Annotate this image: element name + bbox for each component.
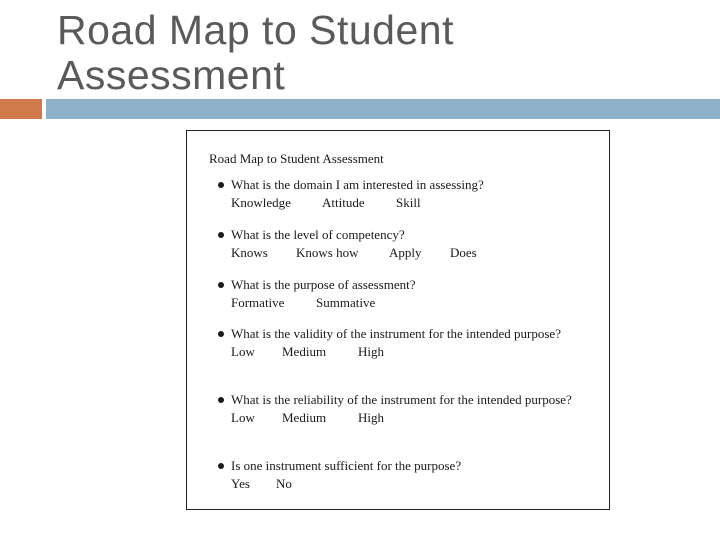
question-item-domain	[231, 177, 587, 212]
option-label: High	[358, 409, 384, 425]
question-item-sufficiency	[231, 458, 587, 493]
slide-title-line-1: Road Map to Student	[57, 7, 454, 53]
question-text: Is one instrument sufficient for the purpose?	[231, 458, 462, 473]
bullet-icon	[218, 232, 224, 238]
accent-bar-orange	[0, 99, 42, 119]
option-label: Skill	[396, 194, 421, 210]
option-row	[231, 195, 587, 212]
option-label: Low	[231, 343, 255, 359]
bullet-icon	[218, 282, 224, 288]
option-label: Low	[231, 409, 255, 425]
option-label: Summative	[316, 294, 376, 310]
document-title: Road Map to Student Assessment	[209, 151, 384, 166]
question-item-competency	[231, 227, 587, 262]
slide-title	[57, 8, 617, 98]
question-item-validity	[231, 326, 587, 361]
option-label: Knows how	[296, 244, 359, 260]
option-label: Knowledge	[231, 194, 291, 210]
slide-title-line-2: Assessment	[57, 52, 286, 98]
question-text: What is the level of competency?	[231, 227, 405, 242]
option-row	[231, 245, 587, 262]
option-row	[231, 344, 587, 361]
bullet-icon	[218, 182, 224, 188]
option-label: Apply	[389, 244, 422, 260]
option-row	[231, 295, 587, 312]
option-label: No	[276, 475, 292, 491]
option-label: Knows	[231, 244, 268, 260]
bullet-icon	[218, 463, 224, 469]
question-text: What is the validity of the instrument for the intended purpose?	[231, 326, 561, 341]
option-row	[231, 410, 587, 427]
question-item-reliability	[231, 392, 587, 427]
question-text: What is the domain I am interested in assessing?	[231, 177, 484, 192]
option-label: Attitude	[322, 194, 365, 210]
question-text: What is the reliability of the instrument for the intended purpose?	[231, 392, 572, 407]
option-label: Formative	[231, 294, 285, 310]
accent-bar-blue	[46, 99, 720, 119]
option-label: Does	[450, 244, 477, 260]
option-label: Medium	[282, 409, 327, 425]
option-label: Yes	[231, 475, 250, 491]
option-label: High	[358, 343, 384, 359]
bullet-icon	[218, 331, 224, 337]
option-row	[231, 476, 587, 493]
question-text: What is the purpose of assessment?	[231, 277, 416, 292]
document-image	[186, 130, 610, 510]
bullet-icon	[218, 397, 224, 403]
option-label: Medium	[282, 343, 327, 359]
question-item-purpose	[231, 277, 587, 312]
